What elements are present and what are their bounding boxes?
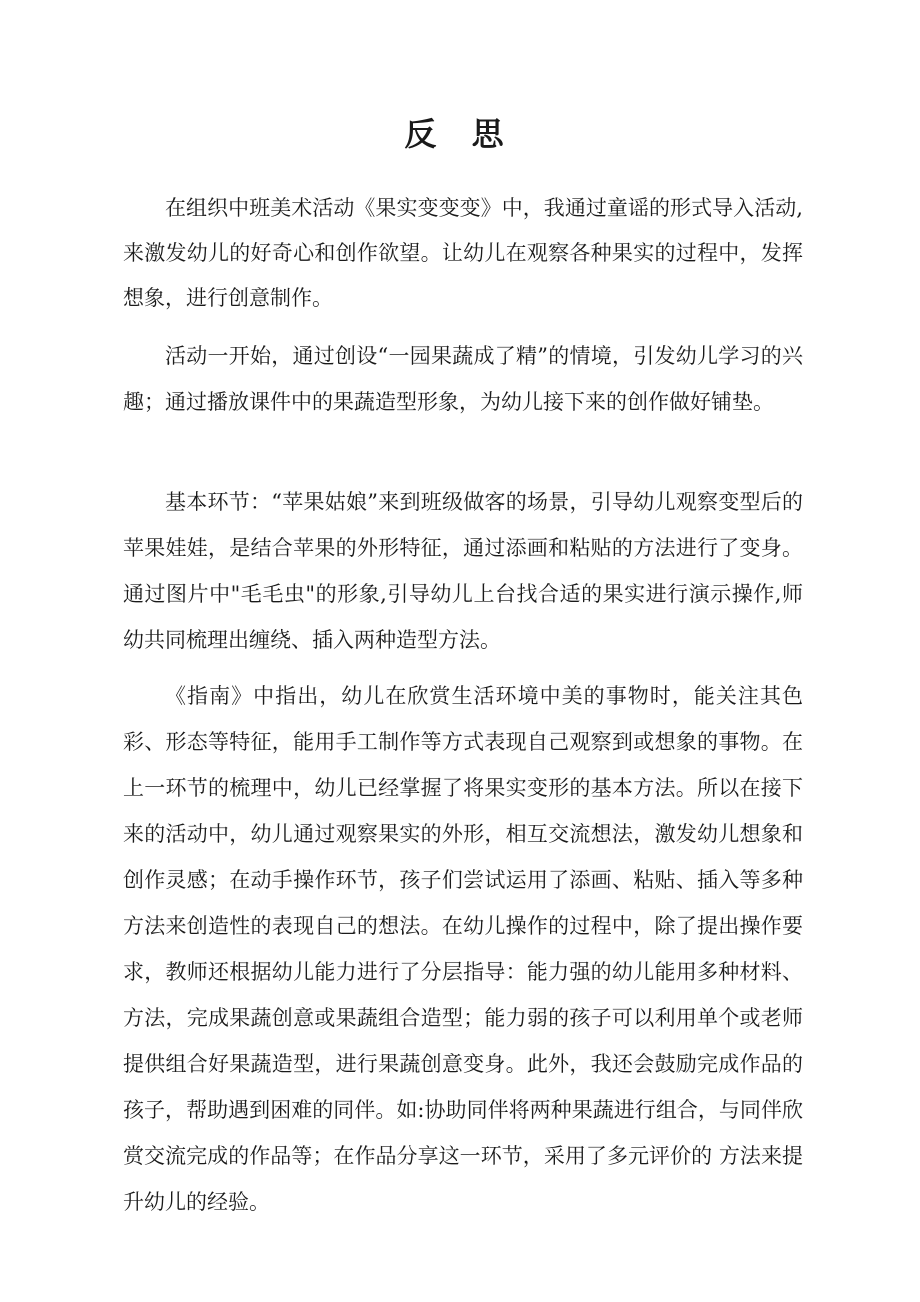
paragraph-basic-stage: 基本环节：“苹果姑娘”来到班级做客的场景，引导幼儿观察变型后的苹果娃娃，是结合苹果的外形特征，通过添画和粘贴的方法进行了变身。通过图片中"毛毛虫"的形象,引导幼儿上台找合适的果实进行演示操作,师幼共同梳理出缠绕、插入两种造型方法。 [123, 490, 803, 652]
paragraph-guide-reflection: 《指南》中指出，幼儿在欣赏生活环境中美的事物时，能关注其色彩、形态等特征，能用手工制作等方式表现自己观察到或想象的事物。在上一环节的梳理中，幼儿已经掌握了将果实变形的基本方法。所以在接下来的活动中，幼儿通过观察果实的外形，相互交流想法，激发幼儿想象和创作灵感；在动手操作环节，孩子们尝试运用了添画、粘贴、插入等多种方法来创造性的表现自己的想法。在幼儿操作的过程中，除了提出操作要求，教师还根据幼儿能力进行了分层指导：能力强的幼儿能用多种材料、方法，完成果蔬创意或果蔬组合造型；能力弱的孩子可以利用单个或老师提供组合好果蔬造型，进行果蔬创意变身。此外，我还会鼓励完成作品的孩子，帮助遇到困难的同伴。如:协助同伴将两种果蔬进行组合，与同伴欣赏交流完成的作品等；在作品分享这一环节，采用了多元评价的 方法来提升幼儿的经验。 [123, 684, 803, 1214]
paragraph-intro: 在组织中班美术活动《果实变变变》中，我通过童谣的形式导入活动,来激发幼儿的好奇心和创作欲望。让幼儿在观察各种果实的过程中，发挥想象，进行创意制作。 [123, 196, 803, 310]
page-title: 反 思 [404, 115, 516, 153]
paragraph-opening: 活动一开始，通过创设“一园果蔬成了精”的情境，引发幼儿学习的兴趣；通过播放课件中的果蔬造型形象，为幼儿接下来的创作做好铺垫。 [123, 344, 803, 414]
